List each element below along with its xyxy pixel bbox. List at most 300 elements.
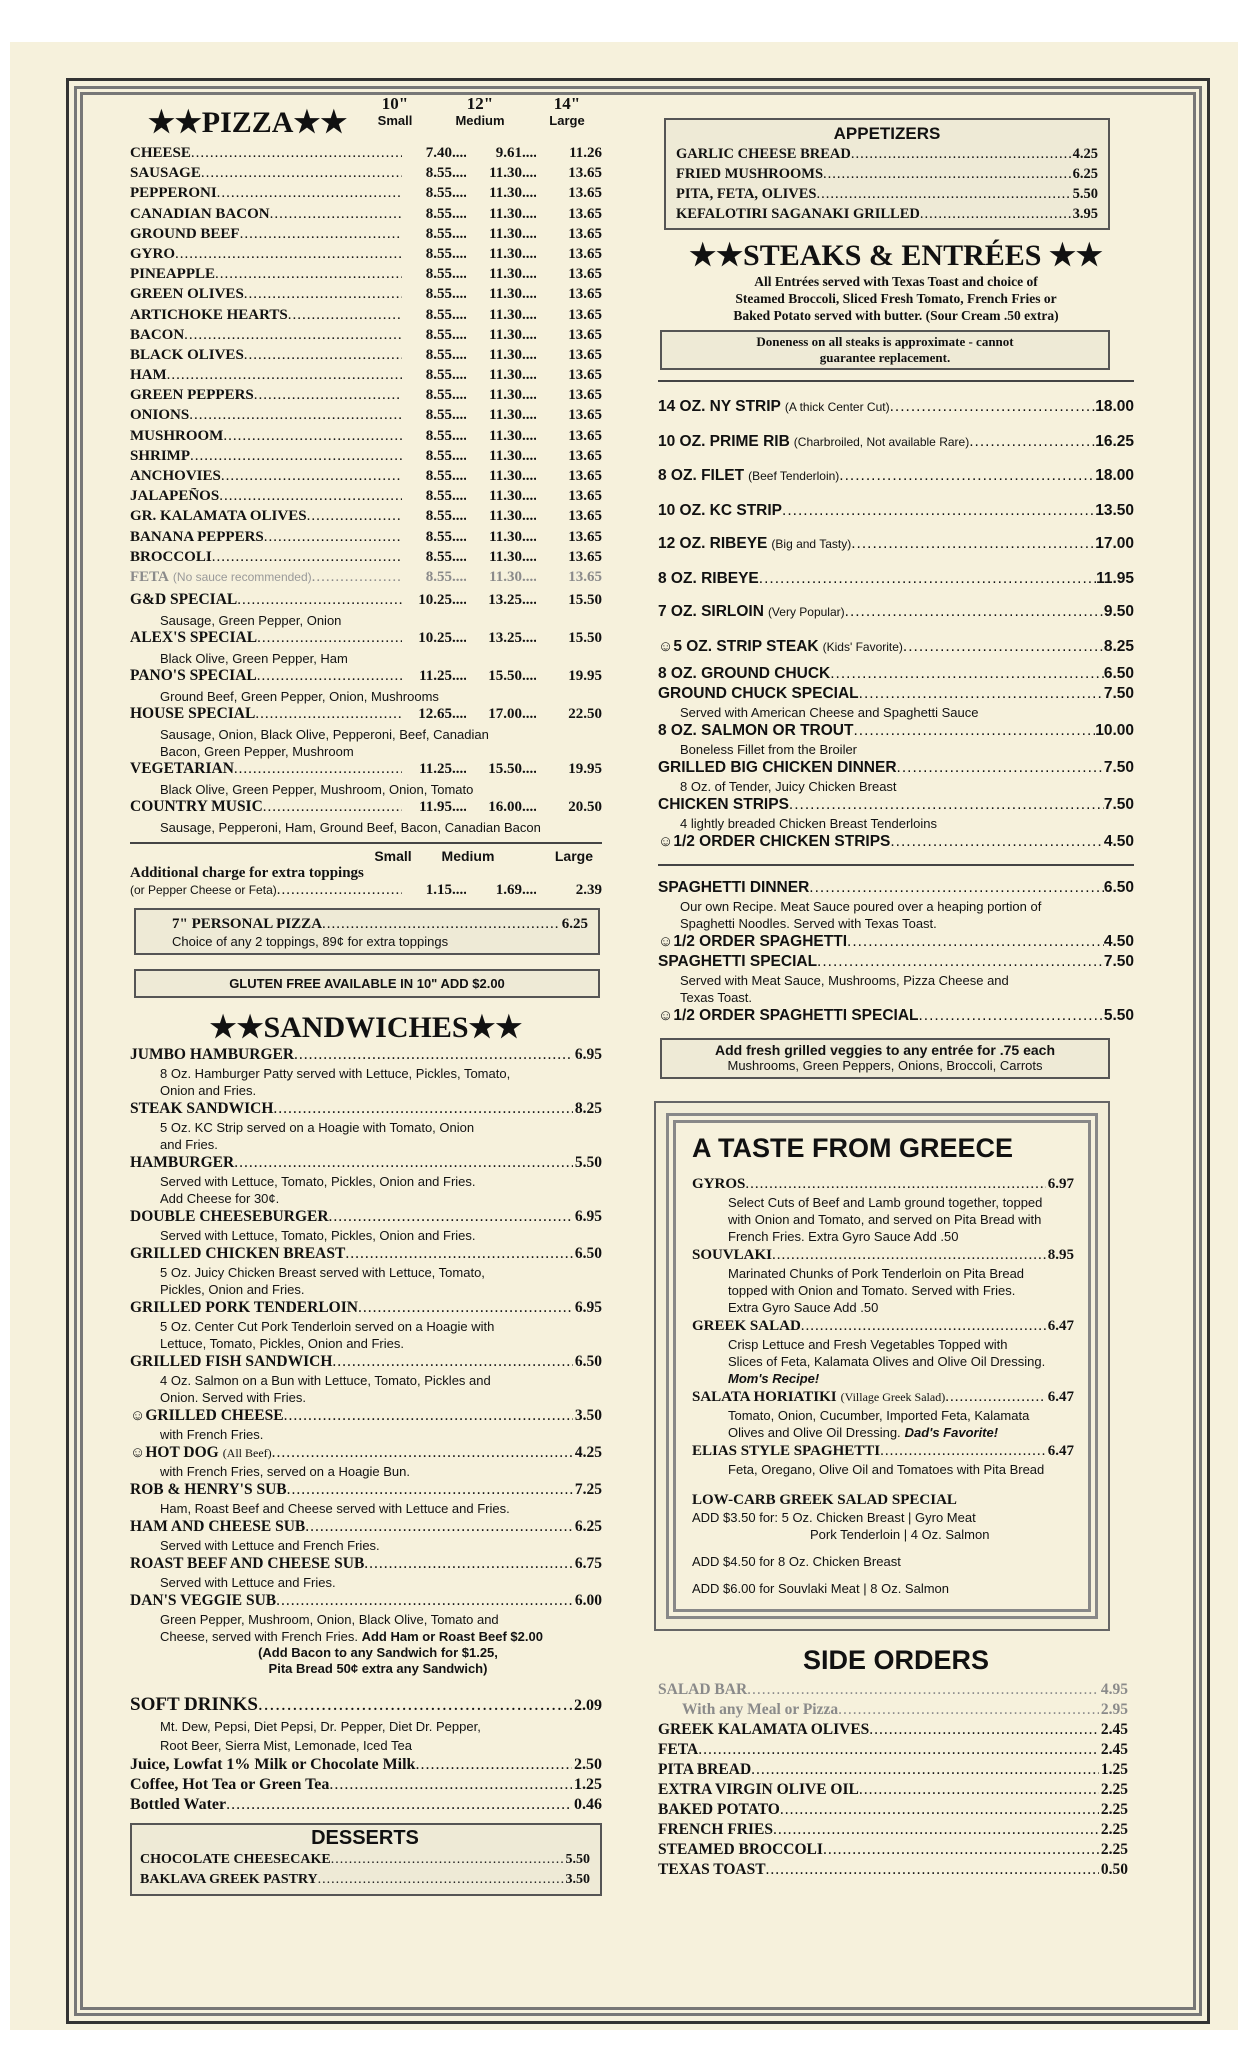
leader-dots [452, 407, 466, 424]
leader-dots [234, 761, 402, 778]
pizza-row [130, 549, 602, 569]
price-medium: 11.30 [489, 165, 522, 182]
item-price: 7.50 [1103, 796, 1134, 813]
spaghetti-list [658, 878, 1134, 1026]
item-name: ROB & HENRY'S SUB [130, 1481, 287, 1499]
favorite-tag: Mom's Recipe! [728, 1371, 820, 1386]
item-price: 4.25 [1072, 146, 1098, 162]
greece-desc: Olives and Olive Oil Dressing. Dad's Favorite! [728, 1425, 999, 1440]
leader-dots [452, 145, 466, 162]
greece-row [692, 1441, 1074, 1461]
price-small: 8.55 [425, 548, 452, 565]
price-large: 13.65 [568, 468, 602, 484]
price-medium: 15.50 [488, 668, 522, 685]
side-row [658, 1740, 1128, 1760]
price-small: 8.55 [425, 407, 452, 424]
item-name: BAKED POTATO [658, 1801, 780, 1818]
price-small: 11.25 [419, 668, 452, 685]
leader-dots [847, 932, 1104, 952]
leader-dots [452, 347, 466, 364]
price-small: 8.55 [425, 528, 452, 545]
item-price: 4.95 [1100, 1681, 1128, 1698]
price-small: 10.25 [418, 592, 452, 609]
item-name: VEGETARIAN [130, 760, 234, 778]
item-name: GYROS [692, 1176, 746, 1192]
sandwich-list [130, 1045, 602, 1628]
item-name: PITA, FETA, OLIVES [676, 186, 817, 202]
price-small: 8.55 [425, 266, 452, 283]
greece-desc: topped with Onion and Tomato. Served with Fries. [728, 1283, 1016, 1298]
item-name: BANANA PEPPERS [130, 528, 264, 545]
smiley-icon: ☺ [658, 1007, 674, 1024]
leader-dots [312, 569, 402, 586]
smiley-icon: ☺ [658, 637, 674, 655]
smiley-icon: ☺ [658, 833, 674, 850]
steak-row [658, 494, 1134, 528]
pizza-row [130, 246, 602, 266]
leader-dots [823, 164, 1071, 184]
steak-row [658, 459, 1134, 494]
item-price: 2.50 [574, 1756, 602, 1774]
pizza-title: ★★PIZZA★★ [148, 106, 348, 139]
leader-dots [452, 468, 466, 485]
leader-dots [329, 1207, 573, 1227]
leader-dots [522, 165, 536, 182]
sandwich-addons: (Add Bacon to any Sandwich for $1.25, Pita Bread 50¢ extra any Sandwich) [258, 1645, 498, 1677]
price-large: 13.65 [568, 225, 602, 242]
sandwich-row [130, 1352, 602, 1372]
greece-title: A TASTE FROM GREECE [692, 1133, 1014, 1163]
leader-dots [257, 668, 402, 685]
item-name: CHEESE [130, 145, 191, 161]
item-price: 5.50 [1103, 1007, 1134, 1024]
leader-dots [853, 721, 1095, 741]
item-name: BAKLAVA GREEK PASTRY [140, 1872, 318, 1888]
price-large: 15.50 [568, 630, 602, 647]
item-price: 6.00 [574, 1592, 602, 1610]
price-large: 13.65 [568, 165, 602, 182]
leader-dots [237, 592, 402, 609]
price-large: 13.65 [568, 205, 602, 222]
item-name: Coffee, Hot Tea or Green Tea [130, 1776, 330, 1794]
leader-dots [270, 206, 402, 223]
price-large: 13.65 [568, 427, 602, 444]
price-medium: 11.30 [489, 508, 522, 525]
item-price: 6.25 [1072, 166, 1098, 182]
item-note: (Big and Tasty) [771, 537, 852, 551]
side-row [658, 1780, 1128, 1800]
leader-dots [415, 1755, 572, 1775]
personal-pizza-box: 7" PERSONAL PIZZA ..... 6.25 Choice of any 2 toppings, 89¢ for extra toppings [134, 908, 600, 955]
sandwich-desc: 5 Oz. KC Strip served on a Hoagie with Tomato, Onion [160, 1120, 475, 1136]
drink-row [130, 1795, 602, 1815]
item-note: (Village Greek Salad) [840, 1390, 946, 1404]
sandwich-row [130, 1517, 602, 1537]
item-name: DOUBLE CHEESEBURGER [130, 1208, 329, 1226]
appetizer-row [676, 184, 1098, 204]
dessert-row [140, 1870, 590, 1890]
sandwich-desc: 5 Oz. Center Cut Pork Tenderloin served on a Hoagie with [160, 1319, 495, 1335]
item-name: FETA [130, 568, 169, 585]
pizza-row [130, 145, 602, 165]
sandwich-row [130, 1480, 602, 1500]
item-name: CHICKEN STRIPS [658, 796, 789, 813]
pizza-row [130, 407, 602, 427]
price-large: 13.65 [568, 387, 602, 404]
sandwich-row [130, 1591, 602, 1611]
price-medium: 11.30 [489, 488, 522, 505]
dessert-row [140, 1850, 590, 1870]
leader-dots [751, 1760, 1099, 1780]
spaghetti-desc: Spaghetti Noodles. Served with Texas Toast. [680, 916, 937, 931]
pizza-row [130, 327, 602, 347]
pizza-row [130, 387, 602, 407]
leader-dots [223, 428, 402, 445]
sandwich-row [130, 1554, 602, 1574]
greece-row [692, 1316, 1074, 1336]
item-price: 7.50 [1103, 759, 1134, 776]
leader-dots [522, 630, 536, 647]
leader-dots [801, 1316, 1046, 1336]
side-orders-title: SIDE ORDERS [802, 1645, 990, 1675]
price-medium: 11.30 [489, 225, 522, 242]
leader-dots [452, 448, 466, 465]
pizza-row [130, 591, 602, 612]
item-price: 6.95 [574, 1208, 602, 1226]
item-price: 10.00 [1095, 722, 1134, 739]
sandwich-desc: Served with Lettuce and French Fries. [160, 1538, 380, 1554]
leader-dots [255, 706, 402, 723]
pizza-row [130, 307, 602, 327]
price-small: 8.55 [425, 346, 452, 363]
doneness-box: Doneness on all steaks is approximate - cannot guarantee replacement. [660, 330, 1110, 370]
special-desc: Ground Beef, Green Pepper, Onion, Mushrooms [160, 689, 439, 705]
special-desc: Sausage, Onion, Black Olive, Pepperoni, Beef, Canadian [160, 727, 489, 743]
leader-dots [287, 1480, 573, 1500]
leader-dots [215, 266, 402, 283]
leader-dots [920, 204, 1071, 224]
price-medium: 11.30 [489, 205, 522, 222]
steak-row [658, 562, 1134, 596]
item-price: 0.50 [1100, 1861, 1128, 1878]
steak-row [658, 390, 1134, 425]
leader-dots [191, 145, 402, 162]
price-medium: 11.30 [489, 286, 522, 303]
item-name: ALEX'S SPECIAL [130, 629, 258, 647]
item-price: 7.50 [1103, 953, 1134, 970]
greece-desc: Marinated Chunks of Pork Tenderloin on Pita Bread [728, 1266, 1025, 1281]
entree-desc: Boneless Fillet from the Broiler [680, 742, 858, 757]
leader-dots [358, 1298, 573, 1318]
steak-row [658, 595, 1134, 630]
price-medium: 11.30 [489, 346, 522, 363]
leader-dots [452, 630, 466, 647]
leader-dots [759, 562, 1096, 596]
appetizers-title: APPETIZERS [833, 124, 941, 143]
price-small: 12.65 [418, 706, 452, 723]
leader-dots [772, 1245, 1046, 1265]
sandwich-row [130, 1406, 602, 1426]
sandwiches-title: ★★SANDWICHES★★ [209, 1011, 523, 1045]
greece-desc: Feta, Oregano, Olive Oil and Tomatoes with Pita Bread [728, 1462, 1045, 1477]
price-large: 19.95 [568, 761, 602, 778]
price-medium: 13.25 [488, 592, 522, 609]
leader-dots [273, 1099, 572, 1119]
leader-dots [452, 206, 466, 223]
leader-dots [522, 286, 536, 303]
sandwich-desc: 8 Oz. Hamburger Patty served with Lettuce, Pickles, Tomato, [160, 1066, 511, 1082]
leader-dots [284, 1406, 573, 1426]
item-name: With any Meal or Pizza [682, 1701, 839, 1718]
leader-dots [522, 508, 536, 525]
item-note: (Kids' Favorite) [822, 639, 903, 654]
item-name: FETA [658, 1741, 699, 1758]
leader-dots [522, 307, 536, 324]
price-large: 13.65 [568, 508, 602, 525]
sandwich-desc: and Fries. [160, 1137, 218, 1153]
leader-dots [522, 761, 536, 778]
item-price: 1.25 [574, 1776, 602, 1794]
item-price: 3.95 [1072, 206, 1098, 222]
price-small: 8.55 [425, 205, 452, 222]
leader-dots [276, 1591, 573, 1611]
pizza-list [130, 145, 602, 589]
price-small: 8.55 [425, 245, 452, 262]
item-price: 11.95 [1096, 569, 1134, 587]
item-name: SPAGHETTI DINNER [658, 879, 810, 896]
item-name: 8 OZ. FILET [658, 467, 745, 484]
item-price: 4.25 [574, 1444, 602, 1462]
sandwich-row [130, 1153, 602, 1173]
leader-dots [522, 592, 536, 609]
item-price: 7.50 [1103, 685, 1134, 702]
item-name: DAN'S VEGGIE SUB [130, 1592, 277, 1610]
item-name: GROUND CHUCK SPECIAL [658, 685, 859, 702]
leader-dots [452, 367, 466, 384]
price-large: 13.65 [568, 326, 602, 343]
price-small: 8.55 [425, 367, 452, 384]
leader-dots [452, 327, 466, 344]
special-desc: Bacon, Green Pepper, Mushroom [160, 744, 354, 760]
drinks-section: SOFT DRINKS ..... 2.09 Mt. Dew, Pepsi, Diet Pepsi, Dr. Pepper, Diet Dr. Pepper, Root Beer, Sierra Mist, Lemonade, Iced Tea Juice, Lowfat 1% Milk or Chocolate Milk ..... 2.50 Coffee, Hot Tea or Green Tea ..... 1.25 Bottled Water ..... 0.46 [130, 1693, 602, 1815]
leader-dots [294, 1045, 573, 1065]
spaghetti-row [658, 952, 1134, 972]
leader-dots [522, 569, 536, 586]
leader-dots [288, 307, 402, 324]
item-price: 4.50 [1103, 833, 1134, 850]
price-medium: 11.30 [489, 568, 522, 585]
item-name: 1/2 ORDER SPAGHETTI [673, 933, 848, 950]
item-name: PITA BREAD [658, 1761, 752, 1778]
leader-dots [789, 795, 1104, 815]
spaghetti-desc: Served with Meat Sauce, Mushrooms, Pizza Cheese and [680, 973, 1009, 988]
leader-dots [845, 595, 1104, 629]
entree-list [658, 664, 1134, 852]
leader-dots [272, 1443, 573, 1463]
pizza-row [130, 226, 602, 246]
pizza-row [130, 760, 602, 781]
right-column [658, 118, 1134, 1880]
leader-dots [897, 758, 1104, 778]
leader-dots [747, 1680, 1099, 1700]
leader-dots [522, 266, 536, 283]
price-small: 7.40 [425, 145, 452, 161]
price-large: 22.50 [568, 706, 602, 723]
pizza-row [130, 286, 602, 306]
leader-dots [745, 1174, 1045, 1194]
item-name: MUSHROOM [130, 427, 224, 444]
leader-dots [184, 327, 402, 344]
item-price: 2.25 [1100, 1801, 1128, 1818]
steak-row [658, 527, 1134, 562]
steaks-title: ★★STEAKS & ENTRÉES ★★ [689, 239, 1103, 272]
sandwich-desc: 5 Oz. Juicy Chicken Breast served with Lettuce, Tomato, [160, 1265, 485, 1281]
leader-dots [522, 407, 536, 424]
item-price: 3.50 [565, 1872, 590, 1888]
item-name: CHOCOLATE CHEESECAKE [140, 1852, 331, 1868]
leader-dots [263, 799, 402, 816]
side-row [658, 1700, 1128, 1720]
price-medium: 11.30 [489, 427, 522, 444]
appetizers-box [664, 118, 1110, 230]
price-large: 13.65 [568, 548, 602, 565]
leader-dots [452, 387, 466, 404]
leader-dots [452, 226, 466, 243]
item-note: (All Beef) [222, 1446, 272, 1461]
item-name: HAMBURGER [130, 1154, 235, 1172]
sandwich-desc: Served with Lettuce, Tomato, Pickles, Onion and Fries. [160, 1228, 476, 1244]
item-name: ANCHOVIES [130, 468, 221, 484]
item-name: SOUVLAKI [692, 1247, 773, 1263]
item-name: SHRIMP [130, 447, 190, 464]
entree-row [658, 684, 1134, 704]
pizza-row [130, 367, 602, 387]
sandwich-desc: Onion. Served with Fries. [160, 1390, 306, 1406]
price-small: 8.55 [425, 568, 452, 585]
leader-dots [452, 761, 466, 778]
sandwich-desc: with French Fries. [160, 1427, 264, 1443]
item-name: SPAGHETTI SPECIAL [658, 953, 818, 970]
leader-dots [452, 488, 466, 505]
leader-dots [452, 706, 466, 723]
price-large: 13.65 [568, 245, 602, 262]
item-name: EXTRA VIRGIN OLIVE OIL [658, 1781, 859, 1798]
price-medium: 11.30 [489, 306, 522, 323]
price-large: 13.65 [568, 568, 602, 585]
item-name: 10 OZ. KC STRIP [658, 501, 783, 519]
leader-dots [817, 952, 1104, 972]
steak-row [658, 425, 1134, 460]
price-medium: 15.50 [488, 761, 522, 778]
leader-dots [839, 459, 1095, 493]
price-medium: 9.61 [495, 145, 522, 161]
item-name: GROUND BEEF [130, 225, 240, 242]
item-note: (A thick Center Cut) [784, 400, 890, 414]
item-name: ARTICHOKE HEARTS [130, 306, 288, 323]
leader-dots [522, 488, 536, 505]
price-medium: 11.30 [489, 447, 522, 464]
pizza-row [130, 468, 602, 488]
sandwich-desc: Ham, Roast Beef and Cheese served with Lettuce and Fries. [160, 1501, 510, 1517]
leader-dots [257, 630, 402, 647]
item-name: 1/2 ORDER CHICKEN STRIPS [673, 833, 891, 850]
leader-dots [332, 1352, 572, 1372]
leader-dots [522, 706, 536, 723]
price-large: 15.50 [568, 592, 602, 609]
item-price: 6.50 [1103, 665, 1134, 682]
leader-dots [522, 185, 536, 202]
item-name: ONIONS [130, 407, 190, 424]
leader-dots [903, 630, 1104, 664]
item-price: 6.97 [1047, 1176, 1074, 1192]
item-name: 8 OZ. RIBEYE [658, 569, 759, 587]
item-name: PEPPERONI [130, 185, 217, 202]
price-small: 8.55 [425, 286, 452, 303]
price-medium: 11.30 [489, 468, 522, 484]
leader-dots [201, 165, 402, 182]
item-price: 5.50 [1072, 186, 1098, 202]
leader-dots [219, 488, 402, 505]
item-name: JALAPEÑOS [130, 488, 220, 505]
veggie-sub-line2: Cheese, served with French Fries. Add Ham or Roast Beef $2.00 [160, 1629, 543, 1645]
price-large: 13.65 [568, 407, 602, 424]
leader-dots [452, 799, 466, 816]
entree-row [658, 832, 1134, 852]
leader-dots [452, 266, 466, 283]
item-price: 4.50 [1103, 933, 1134, 950]
price-medium: 11.30 [489, 245, 522, 262]
side-row [658, 1820, 1128, 1840]
side-row [658, 1840, 1128, 1860]
pizza-row [130, 266, 602, 286]
item-name: SAUSAGE [130, 165, 201, 182]
price-medium: 17.00 [488, 706, 522, 723]
item-name: GRILLED CHICKEN BREAST [130, 1245, 346, 1263]
price-large: 13.65 [568, 185, 602, 202]
greece-row [692, 1245, 1074, 1265]
entree-desc: Served with American Cheese and Spaghetti Sauce [680, 705, 979, 720]
leader-dots [452, 508, 466, 525]
sandwich-desc: Served with Lettuce and Fries. [160, 1575, 336, 1591]
item-name: 1/2 ORDER SPAGHETTI SPECIAL [673, 1007, 919, 1024]
leader-dots [452, 286, 466, 303]
leader-dots [452, 668, 466, 685]
leader-dots [698, 1740, 1099, 1760]
price-small: 8.55 [425, 326, 452, 343]
item-note: (No sauce recommended) [172, 569, 312, 584]
pizza-row [130, 206, 602, 226]
price-large: 13.65 [568, 306, 602, 323]
item-price: 6.25 [574, 1518, 602, 1536]
leader-dots [766, 1860, 1099, 1880]
pizza-row [130, 165, 602, 185]
leader-dots [452, 529, 466, 546]
item-price: 2.45 [1100, 1721, 1128, 1738]
pizza-header [130, 95, 602, 145]
leader-dots [522, 226, 536, 243]
price-small: 8.55 [425, 427, 452, 444]
extra-toppings: Small Medium Large Additional charge for extra toppings (or Pepper Cheese or Feta) ..... 1.15 ...... 1.69 ...... 2.39 [130, 842, 602, 902]
price-medium: 11.30 [489, 548, 522, 565]
entree-row [658, 758, 1134, 778]
item-name: 8 OZ. GROUND CHUCK [658, 665, 831, 682]
sandwich-row [130, 1244, 602, 1264]
sandwich-desc: Pickles, Onion and Fries. [160, 1282, 305, 1298]
greece-desc: Extra Gyro Sauce Add .50 [728, 1300, 879, 1315]
item-name: HAM AND CHEESE SUB [130, 1518, 306, 1536]
entree-desc: 8 Oz. of Tender, Juicy Chicken Breast [680, 779, 897, 794]
leader-dots [189, 407, 402, 424]
